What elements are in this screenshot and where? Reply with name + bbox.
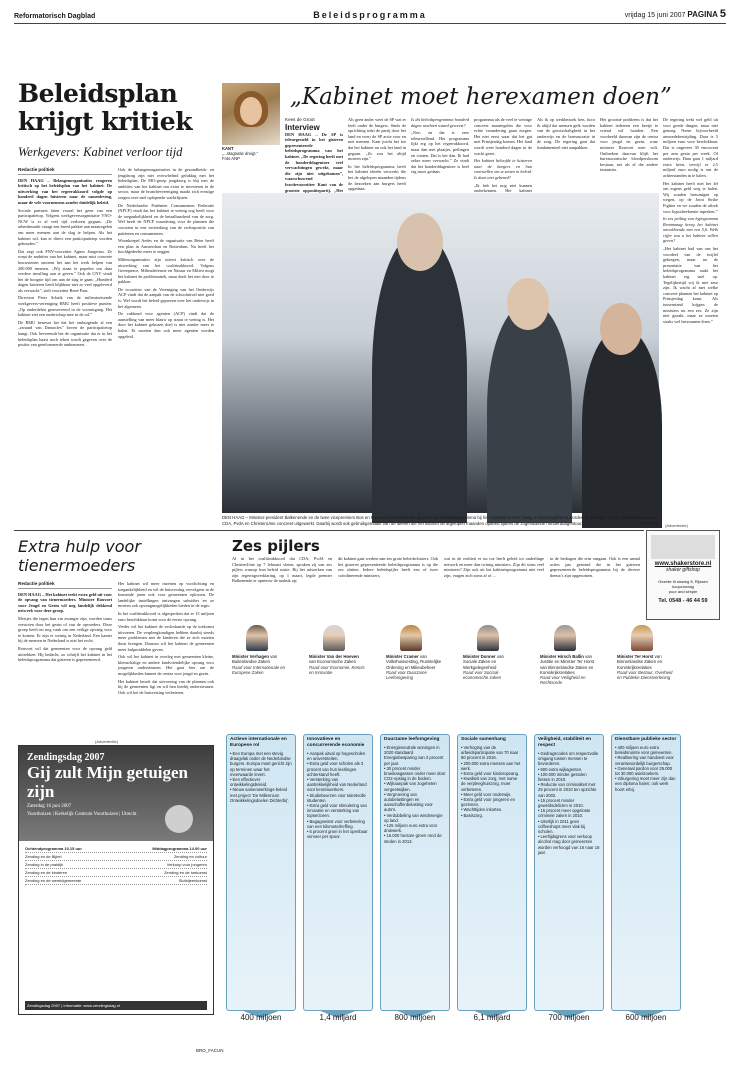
pillar-bar — [380, 734, 450, 1011]
masthead-date-page — [496, 8, 726, 20]
ad-left-row: Zending in de praktijk Verkoop voor jongeren — [25, 862, 207, 867]
article1-paragraph: De Nederlandse Patiënten Consumenten Federatie (NPCF) vindt dat het kabinet te weinig oog heeft voor de toegankelijkheid en de betaalbaarheid van de zorg. Wel heeft de NPCF waardering voor de plannen die voorzien in een versterking van de rechtspositie van patiënten en consumenten. — [118, 202, 214, 236]
article2-paragraph: Rouvoet wil dat gemeenten voor de opvang geld uittrekken. Hij bedacht, zo schrijft het kabinet in het beleidsprogramma dat gisteren is gepresenteerd. — [18, 645, 112, 663]
ad-left-title: Zendingsdag 2007 — [27, 752, 105, 763]
pillar-list — [227, 751, 295, 803]
minister-name: Minister Hirsch Ballin van Justitie en Minister Ter Horst van Binnenlandse Zaken en Koninkrijksrelaties Raad voor Veiligheid en Rechtsorde — [540, 654, 595, 686]
masthead-paper-name: Reformatorisch Dagblad — [14, 13, 96, 20]
portrait-caption-text: „...stagnatie dreigt.” — [222, 151, 259, 157]
pillar-item: • Wijkaanpak van zogeheten vergeetwijken. — [384, 781, 446, 791]
pijlers-paragraph: wat in de realiteit er nu toe heeft geleid tot onderlinge netwerk en meer dan twintig ministers. Zijn dit sóms veel ministers? Zijn ook uit het kabinetsprogramma niet veel zijn, vragen zich soms af of ... — [444, 556, 544, 578]
minister-name: Minister Donner van Sociale Zaken en Werkgelegenheid Raad voor Sociaal-economische zaken — [463, 654, 504, 681]
pillar-item: • Studiebeurzen voor talentvolle studenten. — [307, 793, 369, 803]
photo-credit: Foto ANP — [640, 520, 659, 526]
pillar-bar — [611, 734, 681, 1011]
ad-left-row: Ochtendprogramma 10.15 uur Middagprogramma 14.00 uur — [25, 846, 207, 851]
interview-column-5 — [537, 117, 595, 191]
pijlers-column-1 — [232, 556, 332, 616]
pijlers-column-2 — [338, 556, 438, 616]
minister-card — [232, 625, 288, 675]
article2-paragraph: Het kabinet beseft dat uitvoering van de plannen ook bij de gemeenten ligt en wil hen hierbij ondersteunen. Ook wil het de huisvesting verbeteren. — [118, 678, 214, 695]
interview-column-2 — [348, 117, 406, 191]
pillar-list — [458, 745, 526, 818]
interview-paragraph: Als geen ander weet de SP wat er leeft onder de burgers. Sinds de oprichting trekt de partij door het land en voert de SP actie voor en met mensen. Kant juicht het toe dat het kabinet nu ook het land in gegaan. „Zo zou het altijd moeten zijn.” — [348, 117, 406, 162]
photo-caption-text: DEN HAAG – Minister-president Balkenende en de twee vicepremiers Bos en Rouvoet presenteerden gisteren het beleidsprogramma bij het Catshuis in Den Haag. In het programma worden de ambities uit het coalitieakkoord van CDA, PvdA en ChristenUnie concreet uitgewerkt. Daarbij wordt ook gebruikgemaakt van de ideeën die het kabinet de afgelopen maanden opdeed tijdens de zogenaamde honderddagentour. — [222, 515, 658, 526]
interview-question: Het kabinet beloofde te luisteren naar de burgers en hun voorstellen om te zetten in beleid. Is daar niet gebeurd? — [474, 158, 532, 180]
photo-figure-left — [372, 233, 467, 523]
pillar-item: • 100.000 minder gestolen fietsen in 2010. — [538, 772, 600, 782]
interview-paragraph: In het beleidsprogramma heeft het kabinet ideeën verwerkt die het de afgelopen maanden tijdens de bezoeken aan burgers heeft opgedaan. — [348, 163, 406, 192]
article1-paragraph: Ook de belangenorganisaties in de gezondheids- en jeugdzorg zijn niet overwhelmd gelukkig met het beleidsplan. De MO-groep jeugdzorg is blij met de ambities van het kabinet om extra te investeren in de sector, maar de branchevereniging maakt zich ernstige zorgen over snel oplopende wachtlijsten. — [118, 167, 214, 200]
pillar-title: Dienstbare publieke sector — [615, 737, 677, 742]
masthead-date: vrijdag 15 juni 2007 — [624, 12, 686, 19]
photo-figure-left-head — [397, 213, 443, 271]
pillar-item: • Energieneutrale woningen in 2020 standaard. Energiebesparing van 2 procent per jaar. — [384, 745, 446, 766]
ad-left-label: (Advertentie) — [95, 739, 118, 744]
minister-name: Minister Cramer van Volkshuisvesting, Ruimtelijke Ordening en Milieubeheer Raad voor Duurzame Leefomgeving — [386, 654, 442, 681]
pillar-item: • Extra geld voor stimulering van innovatie en versterking van topsectoren. — [307, 803, 369, 819]
minister-name: Minister Ter Horst van Binnenlandse Zaken en Koninkrijksrelaties Raad voor Bestuur, Overheid en Publieke Dienstverlening — [617, 654, 673, 681]
minister-portrait — [477, 625, 499, 651]
pillar-item: • Basiszorg. — [461, 813, 523, 818]
masthead — [14, 4, 726, 24]
minister-portrait — [554, 625, 576, 651]
pillar-bar — [303, 734, 373, 1011]
ad-left-row: Zending en de kinderen Zending en de toekomst — [25, 870, 207, 875]
article1-paragraph: Milieuorganisaties zijn uiterst kritisch over de uitwerking van het coalitieakkoord. Volgens Greenpeace, Milieudefensie en Natuur en Milieu mogt het kabinet de problematiek, maar durft het niet door te pakken. — [118, 256, 214, 285]
pillar-item: • Reallsering van handvest voor verantwoordelijk burgerschap. — [615, 755, 677, 765]
interview-answer: „Ik heb het nog niet kunnen onderkennen. Het kabinet — [474, 182, 532, 194]
pillar-bar — [457, 734, 527, 1011]
ad-left-date: Zaterdag 16 juni 2007 — [27, 804, 72, 809]
pillar-amount: 600 miljoen — [625, 1013, 667, 1022]
pillar-title: Innovatieve en concurrerende economie — [307, 737, 365, 748]
portrait-caption-name: KANT — [222, 146, 234, 151]
footer-label: BRO_FACUN — [196, 1048, 224, 1053]
interview-column-4 — [474, 117, 532, 194]
pijlers-paragraph: dit kabinet gaat werken aan zes grote beleidsclusters. Ook het gisteren gepresenteerde beleidsprogramma is op die zes sluiten. Iedere beleidspijler heeft een of twee coördinerende ministers, — [338, 556, 438, 578]
pillar-amount: 700 miljoen — [548, 1013, 590, 1022]
article1-paragraph: De voorzitter van de Vereniging van het Onderwijs ACP vindt dat de aanpak van de schooluitval niet goed is. Wel wordt het beleid geprezen over het onderwijs in het algemeen. — [118, 286, 214, 309]
interview-author: Kees de Groot — [285, 117, 315, 122]
photo-figure-right-head — [600, 303, 642, 355]
pillar-item: • Inburgering moet meer zijn dan een diploma halen; ook werk hoort erbij. — [615, 776, 677, 792]
ad-left-program — [19, 841, 213, 889]
minister-card — [463, 625, 519, 680]
article1-byline: Redactie politiek — [18, 167, 112, 175]
ad-right-url[interactable]: www.shakerstore.nl — [654, 561, 712, 567]
photo-figure-right — [582, 328, 662, 528]
interview-paragraph: Het kabinet heeft niet het lef om ergens geld weg te halen. Wij zouden bezuinigen op wegen, op de Joint Strike Fighter en we zouden de aftrek voor hypotheekrente inperken.” — [663, 180, 718, 214]
minister-portrait — [400, 625, 422, 651]
interview-paragraph: programma als de veel te weinige concrete maatregelen die voor echte verandering gaan zorgen. Het niet eerst waar dat het gat met Prinsjesdag komen. Het land wordt weer honderd dagen in de wacht gezet. — [474, 117, 532, 156]
ad-zendingsdag[interactable] — [18, 745, 214, 1015]
pillar-list — [612, 745, 680, 792]
photo-figure-center — [487, 303, 572, 523]
pillar-item: • 5 procent groei in het openbaar vervoer per spoor. — [307, 829, 369, 839]
interview-portrait — [222, 83, 280, 145]
minister-portrait — [246, 625, 268, 651]
pillar-list — [535, 751, 603, 855]
article2-column-1 — [18, 581, 112, 736]
pillar-item: • Extra geld voor scholen als 3 procent van hun leerlingen achterstand heeft. — [307, 761, 369, 777]
pillar-bar — [226, 734, 296, 1011]
minister-card — [309, 625, 365, 675]
article1-column-2 — [118, 167, 214, 525]
interview-label: Interview — [285, 122, 320, 132]
interview-question: In zes peiling van hypogramma Rentmanag kreeg het kabinet onvoldoende met een 5,6. Welk cijfer zou u het kabinet willen geven? — [663, 216, 718, 244]
photo-caption — [222, 515, 659, 526]
ad-right-image — [651, 535, 715, 559]
masthead-page-label: PAGINA — [687, 10, 718, 19]
portrait-face — [240, 97, 262, 125]
pillar-item: • Aanpak uitval op hogescholen en universiteiten. — [307, 751, 369, 761]
pijlers-paragraph: Al in het coalitieakkoord dat CDA, PvdA en ChristenUnie op 7 februari sloten, spraken zij van zes pijlers waarop hun beleid rustte. Bij het uitwerken van zijn regeringsverklaring, op 1 maart, legde premier Balkenende er opnieuw de nadruk op; — [232, 556, 332, 584]
article2-paragraph: Het kabinet wil meer inzetten op voorlichting en toegankelijkheid en wil de huisvesting vervolgens in de komende jaren ook voor gemeenten oplossen. De landelijke instellingen ontvangen subsidies en ze moeten ook opvangmogelijkheden bieden in de regio. — [118, 581, 214, 609]
pillar-item: • Een effectiever ontwikkelingsbeleid. — [230, 777, 292, 787]
pijlers-headline: Zes pijlers — [232, 537, 320, 555]
pillar-item: • Leeftijdsgrens voor verkoop alcohol mag door gemeenten worden verhoogd van 16 naar 18 jaar. — [538, 834, 600, 855]
pillar-item: • Meer geld voor onderwijs. — [461, 792, 523, 797]
pillar-item: • 125 miljoen euro extra voor drukwerk. — [384, 823, 446, 833]
ad-left-place: Voorthuizen | Kerkelijk Centrum Voorthuizen | Utrecht — [27, 812, 137, 817]
pillar-item: • 500 extra wijkagenten. — [538, 767, 600, 772]
interview-column-1 — [285, 117, 343, 191]
article1-headline: Beleidsplan krijgt kritiek — [18, 79, 193, 136]
article1-subhead: Werkgevers: Kabinet verloor tijd — [18, 145, 183, 159]
pillar-title: Sociale samenhang — [461, 737, 506, 742]
pillar-item: • 15 procent minder geweldsdelicten in 2010. — [538, 798, 600, 808]
ad-left-banner — [19, 746, 213, 841]
article2-headline: Extra hulp voor tienermoeders — [18, 537, 141, 575]
pillar-item: • Bagagewinst voor verbetering van een kilometerheffing. — [307, 819, 369, 829]
ad-left-slogan: Gij zult Mijn getuigen zijn — [27, 763, 189, 801]
pillar-amount: 1,4 miljard — [319, 1013, 357, 1022]
pillar-item: • 30 procent minder broeikasgassen onder meer door CO2-opslag in de bodem. — [384, 766, 446, 782]
article1-paragraph: De vakbond voor agenten (ACP) vindt dat de aanstelling van meer blauw op straat te weinig is. Het door het kabinet gekozen doel is niet zonder meer te halen. Er moeten dan ook meer agenten worden opgeleid. — [118, 311, 214, 339]
article1-paragraph: De RMU betreurt het dat het ombuigende al een „zwaard van Damocles” boven de participatietop hangt. Ook bevreemdt het de organisatie dat er in het beleidsplan haast noch teken wordt gegeven over de positie van gereformeerde ambtenaren. — [18, 319, 112, 348]
ad-right-label: (Advertentie) — [665, 523, 688, 528]
article1-paragraph: Directeur Peter Schaik van de milieutoetsende werkgevers-vereniging RMU heeft positieve punten: „Op onderdelen gereserveerd in de vooruitgang. Het kabinet ziet een ouderschap mee in de rol.” — [18, 295, 112, 318]
ad-right-line: Gezelle Kruisweg 8, Rijssen — [658, 579, 708, 584]
pillar-amount: 400 miljoen — [240, 1013, 282, 1022]
pillar-title: Veiligheid, stabiliteit en respect — [538, 737, 592, 748]
pillar-item: • Gedragscodes om respectvolle omgang tussen mensen te bevorderen. — [538, 751, 600, 767]
pillar-item: • 400 miljoen euro extra beleidsruimte voor gemeenten. — [615, 745, 677, 755]
pillar-item: • Reductie van criminaliteit met 25 procent in 2010 ten opzichte van 2002. — [538, 782, 600, 798]
portrait-credit: Foto ANP — [222, 156, 240, 162]
pijlers-column-4 — [550, 556, 640, 616]
pillar-bar — [534, 734, 604, 1011]
ad-left-footer: Zendingsdag 2007 | Informatie: www.zendingsdag.nl — [25, 1001, 207, 1010]
pillar-item: • 15 procent meer opgeloste criminele zaken in 2010. — [538, 808, 600, 818]
minister-card — [540, 625, 596, 686]
pillar-item: • Nieuw samenwerkings-beleid met project ‘De Millennium Ontwikkelingsdoelen Dichterbij’. — [230, 787, 292, 803]
masthead-section: Beleidsprogramma — [313, 10, 427, 20]
pillar-item: • Vergroening van autobelastingen en aanschaffenbelasting voor auto’s. — [384, 792, 446, 813]
article2-lead: DEN HAAG – Het kabinet trekt extra geld uit voor de opvang van tienermoeders. Minister Rouvoet voor Jeugd en Gezin wil nog landelijk dekkend netwerk voor deze groep. — [18, 591, 112, 614]
ad-left-row: Zending en de Bijbel Zending en cultuur — [25, 854, 207, 859]
interview-column-7 — [663, 117, 718, 520]
article1-paragraph: Sociale partners laten vooral het geen van een participatietop. Volgens werkgeversorganisatie VNO-NCW is er al veel tijd verloren gegaan. „De arbeidsmarkt vraagt een breed pakket aan maatregelen om meer mensen aan de slag te helpen. Als het kabinet wil, kan er direct een participatietop worden gehouden.” — [18, 207, 112, 247]
pillar-amount: 6,1 miljard — [473, 1013, 511, 1022]
minister-portrait — [631, 625, 653, 651]
pillar-item: • Extra geld voor jongeren en gezinnen. — [461, 797, 523, 807]
pillar-title: Actieve internationale en Europese rol — [230, 737, 287, 748]
pillar-item: • Extra geld voor kinderopvang. — [461, 771, 523, 776]
interview-headline: „Kabinet moet herexamen doen” — [290, 84, 672, 110]
photo-figure-center-head — [507, 278, 549, 330]
pillar-list — [381, 745, 449, 844]
portrait-caption — [222, 146, 280, 162]
interview-lead: DEN HAAG – De SP is teleurgesteld in het gisteren gepresenteerde beleidsprogramma van het kabinet. „De regering heeft met de honderddagentoer veel verwachtingen gewekt, maar die zijn niet uitgekomen”, waarschuwend fractievoorzitter Kant van de grootste oppositiepartij. „Het — [285, 131, 343, 193]
interview-answer: „Nee, en dat is zeer teleurstellend. Het programma lijkt erg op het regeerakkoord, maar dan met plaatjes, peilingen en citaten. Dat is het dan. Ik had zeker meer verwacht.” Ze vindt dat het honderddagentoer is heel erg mooi gedaan. — [411, 130, 469, 175]
interview-paragraph: De regering trekt wel geld uit voor goede dingen, maar niet genoeg. Neem bijvoorbeeld armoedebestrijding. Daar is 5 miljoen euro voor beschikbaar. Dat is ongeveer 30 euroocent per arm gezin per week. Of onderwijs. Daar gaat 1 miljard extra heen, terwijl er 2,5 miljard euro nodig is om de achterstanden in te halen. — [663, 117, 718, 178]
ad-shakerstore[interactable] — [646, 530, 720, 620]
minister-name: Minister Van der Hoeven van Economische Zaken Raad voor Economie, Kennis en Innovatie — [309, 654, 365, 675]
masthead-page-number: 5 — [719, 8, 726, 20]
pijlers-column-3 — [444, 556, 544, 616]
pillar-item: • Verhoging van de arbeidsparticipatie van 70 naar 80 procent in 2016. — [461, 745, 523, 761]
zendingsdag-logo-icon — [165, 805, 193, 833]
article2-column-2 — [118, 581, 214, 736]
pillar-item: • 200.000 extra mensen aan het werk. — [461, 761, 523, 771]
interview-question: Is dit beleidsprogramma honderd dagen wachten waard geweest? — [411, 117, 469, 128]
pillar-amount: 800 miljoen — [394, 1013, 436, 1022]
pillar-item: • Een Europa met een stevig draagvlak onder de Nederlandse burgers. Europa moet gericht zijn op terreinen waar het meerwaarde levert. — [230, 751, 292, 777]
article2-paragraph: In het coalitieakkoord is afgesproken dat er 15 miljoen euro beschikbaar komt voor de eerste opvang. — [118, 610, 214, 622]
article2-paragraph: Ook wil het kabinet in overleg met gemeenten kleine, kleinschalige en andere kindvriendelijke opvang voor jongeren ondersteunen. Het gaat hier om de mogelijkheden binnen de centra voor jeugd en gezin. — [118, 654, 214, 676]
article2-paragraph: Meisjes die tegen hun zin zwanger zijn, worden soms verstoten door het gezin of van de opvoeders. Deze groep heeft nu nog vaak om een veilige opvang voor te komen. Er zijn er weinig in Nederland. Een kamer bij de mensen in Nederland is niet het recht. — [18, 615, 112, 644]
ad-left-row: Zending en de wereldgemeente Slotbijeenkomst — [25, 878, 207, 883]
interview-paragraph: Het grootste probleem is dat het kabinet iedereen een beetje te vriend wil houden. Een voorbeeld daarvan zijn de centra voor jeugd en gezin, waar minister Rouvoet mee wilt. Ontbreken daarvan blijft het bureaucratische bloedpersboom bestaan, net als al die andere instanties. — [600, 117, 658, 173]
pillar-item: • Wachttijden inkorten. — [461, 807, 523, 812]
interview-paragraph: Als ik op werkbezoek ben, hoor ik altijd dat mensen geïk worden van de grootschaligheid in het onderwijs en de bureaucratie in de zorg. De regering gaat dat fundamenteel niet aanpakken. — [537, 117, 595, 150]
pijlers-paragraph: in de bedragen die erin omgaan. Ook is een aantal acties pas genomd die in het gisteren gepresenteerde beleidsprogramma bij de diverse thema’s zijn opgenomen. — [550, 556, 640, 578]
minister-portrait — [323, 625, 345, 651]
main-photo — [222, 193, 659, 513]
minister-card — [386, 625, 442, 680]
ad-right-subtitle: shaker giftshop — [666, 567, 700, 573]
interview-column-3 — [411, 117, 469, 191]
article2-paragraph: Verder wil het kabinet de verloskunde op de toekomst uitvoeren. De verpleegkundigen hebben daarbij steeds meer problemen met de kinderen die ze zich moeten thuis brengen. Daarom wil het kabinet de gemeenten meer hulpmiddelen geven. — [118, 624, 214, 652]
minister-name: Minister Verhagen van Buitenlandse Zaken Raad voor Internationale en Europese Zaken — [232, 654, 286, 675]
article2-byline: Redactie politiek — [18, 581, 112, 589]
pillar-title: Duurzame leefomgeving — [384, 737, 440, 742]
article1-paragraph: Woonkoepel Aedes en de organisatie van Beter heeft een plan in Amsterdam en Rotterdam. Nu heeft het hoofdgedeelte meer te zeggen. — [118, 238, 214, 255]
article1-paragraph: Dat zegt ook FNV-voorzitter Agnes Jongerius. Ze roept de ambities van het kabinet, maar mist concrete bouwstenen omtrent het aan het werk helpen van 200.000 mensen. „Wij staan te popelen om daar verdere invulling aan te geven.” Ook de CNV vindt het de hoogste tijd om aan de slag te gaan. „Honderd dagen luisteren heeft blijkbaar niet zo veel opgeleverd als verwacht”, stelt voorzitter René Paas. — [18, 248, 112, 293]
pillar-list — [304, 751, 372, 839]
interview-column-6 — [600, 117, 658, 191]
interview-answer: „Het kabinet had van ons het voordeel van de twijfel gekregen, maar na de presentatie van het beleidsprogramma raakt het kabinet erg snel op. Tegelijkertijd wij ik niet zeur zijn. Ik wacht af met welke concrete plannen het kabinet op Prinsjesdag komt. Als tussenstand krijgen de ministers nu een zes. Ze zijn niet gezakt, maar ze moeten straks wel herexamen doen.” — [663, 246, 718, 324]
pillar-item: • Uiterlijk in 2011 geen coffeeshops meer vlak bij scholen. — [538, 819, 600, 835]
minister-card — [617, 625, 673, 680]
pillar-item: • 16.000 hectare groen rond de steden in 2013. — [384, 833, 446, 843]
article1-column-1 — [18, 167, 112, 525]
pillar-item: • Generaal pardon voor 25.000 tot 30.000 asielzoekers. — [615, 766, 677, 776]
pillar-item: • Verdubbeling van windenergie op land. — [384, 813, 446, 823]
pillar-item: • Kwaliteit van zorg, met name de verpleeghuiszorg, moet verbeteren. — [461, 776, 523, 792]
section-divider — [14, 530, 644, 531]
article1-lead: DEN HAAG – Belangenorganisaties reageren kritisch op het beleidsplan van het kabinet. De uitwerking van het regeerakkoord volgde op honderd dagen luisteren naar de samenleving, maar de vele voornemens zonder duidelijk beleid. — [18, 177, 112, 205]
ad-right-line: puur and simple — [668, 589, 698, 594]
ad-right-line: koopzondag — [672, 584, 694, 589]
ad-right-phone: Tel. 0548 - 46 44 59 — [658, 598, 708, 604]
pillar-item: • Versterking van aantrekkelijkheid van Nederland voor kenniswerkers. — [307, 777, 369, 793]
